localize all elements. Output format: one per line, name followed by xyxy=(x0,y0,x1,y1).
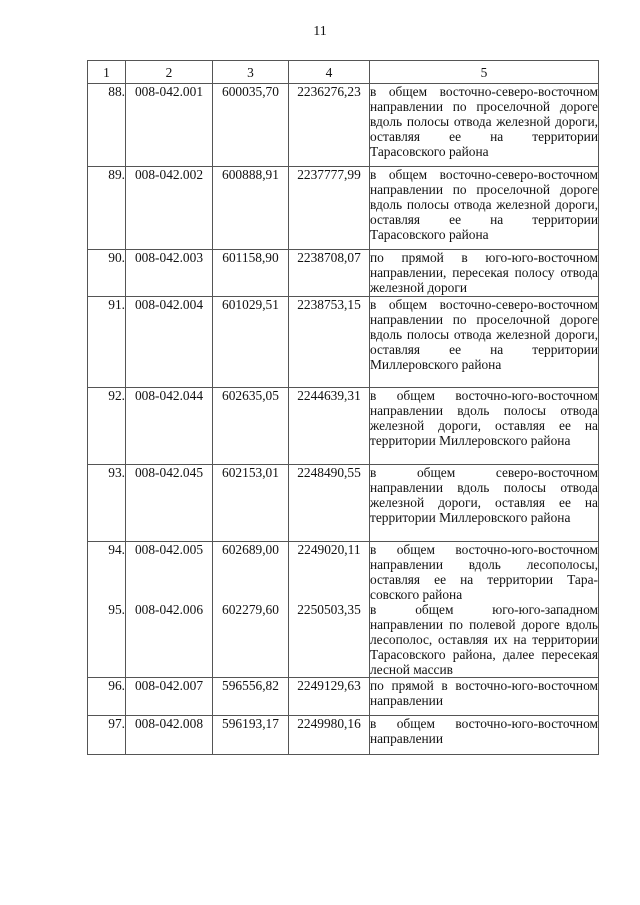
point-code: 008-042.002 xyxy=(126,167,213,250)
row-number: 93. xyxy=(88,465,126,542)
point-code: 008-042.044 xyxy=(126,388,213,465)
coordinate-y: 2236276,23 xyxy=(289,84,370,167)
point-code: 008-042.005 xyxy=(126,542,213,603)
row-number: 88. xyxy=(88,84,126,167)
table-row xyxy=(88,465,599,542)
column-header-5: 5 xyxy=(370,61,599,84)
table-header-row xyxy=(88,61,599,84)
point-code: 008-042.007 xyxy=(126,678,213,716)
column-header-1: 1 xyxy=(88,61,126,84)
table-row xyxy=(88,84,599,167)
coordinate-y: 2249980,16 xyxy=(289,716,370,755)
point-code: 008-042.006 xyxy=(126,602,213,678)
coordinate-x: 602279,60 xyxy=(213,602,289,678)
column-header-3: 3 xyxy=(213,61,289,84)
table-row xyxy=(88,678,599,716)
coordinate-x: 602153,01 xyxy=(213,465,289,542)
column-header-2: 2 xyxy=(126,61,213,84)
route-description: в общем восточно-северо-восточном направлении по проселочной дороге вдоль полосы отвода железной дороги, оставляя ее на территории Тарасовского района xyxy=(370,167,599,250)
row-number: 96. xyxy=(88,678,126,716)
row-number: 95. xyxy=(88,602,126,678)
point-code: 008-042.008 xyxy=(126,716,213,755)
table-row xyxy=(88,542,599,603)
table-row xyxy=(88,388,599,465)
coordinate-y: 2249129,63 xyxy=(289,678,370,716)
point-code: 008-042.045 xyxy=(126,465,213,542)
column-header-4: 4 xyxy=(289,61,370,84)
coordinate-y: 2238708,07 xyxy=(289,250,370,297)
row-number: 92. xyxy=(88,388,126,465)
route-description: в общем восточно-северо-восточном направлении по проселочной дороге вдоль полосы отвода железной дороги, оставляя ее на территории Тарасовского района xyxy=(370,84,599,167)
coordinate-x: 601158,90 xyxy=(213,250,289,297)
coordinate-y: 2249020,11 xyxy=(289,542,370,603)
route-description: в общем юго-юго-западном направлении по полевой дороге вдоль лесополос, оставляя их на территории Тарасовского района, далее пересекая лесной массив xyxy=(370,602,598,677)
coordinate-y: 2250503,35 xyxy=(289,602,370,678)
table-row xyxy=(88,716,599,755)
row-number: 90. xyxy=(88,250,126,297)
route-description: в общем восточно-юго-восточном направлении вдоль полосы отвода железной дороги, оставляя ее на территории Миллеровского района xyxy=(370,388,599,465)
coordinate-x: 600035,70 xyxy=(213,84,289,167)
coordinate-y: 2244639,31 xyxy=(289,388,370,465)
route-description: по прямой в восточно-юго-восточном направлении xyxy=(370,678,599,716)
route-description: по прямой в юго-юго-восточном направлении, пересекая полосу отвода железной дороги xyxy=(370,250,598,295)
coordinate-x: 602635,05 xyxy=(213,388,289,465)
route-description: в общем восточно-юго-восточном направлении xyxy=(370,716,599,755)
coordinate-y: 2248490,55 xyxy=(289,465,370,542)
coordinate-x: 600888,91 xyxy=(213,167,289,250)
route-description: в общем северо-восточном направлении вдоль полосы отвода железной дороги, оставляя ее на территории Миллеровского района xyxy=(370,465,599,542)
point-code: 008-042.003 xyxy=(126,250,213,297)
table-row xyxy=(88,167,599,250)
coordinate-x: 601029,51 xyxy=(213,297,289,388)
table-row xyxy=(88,297,599,388)
route-description: в общем восточно-юго-восточном направлении вдоль лесополосы, оставляя ее на территории Тарасовского района xyxy=(370,542,598,602)
point-code: 008-042.001 xyxy=(126,84,213,167)
coordinate-x: 596556,82 xyxy=(213,678,289,716)
boundary-points-table xyxy=(87,60,599,755)
row-number: 97. xyxy=(88,716,126,755)
row-number: 94. xyxy=(88,542,126,603)
point-code: 008-042.004 xyxy=(126,297,213,388)
row-number: 89. xyxy=(88,167,126,250)
table-row xyxy=(88,250,599,297)
coordinate-y: 2238753,15 xyxy=(289,297,370,388)
table-row xyxy=(88,602,599,678)
coordinate-x: 596193,17 xyxy=(213,716,289,755)
page-number: 11 xyxy=(313,24,327,39)
row-number: 91. xyxy=(88,297,126,388)
route-description: в общем восточно-северо-восточном направлении по проселочной дороге вдоль полосы отвода железной дороги, оставляя ее на территории Миллеровского района xyxy=(370,297,599,388)
coordinate-y: 2237777,99 xyxy=(289,167,370,250)
coordinate-x: 602689,00 xyxy=(213,542,289,603)
